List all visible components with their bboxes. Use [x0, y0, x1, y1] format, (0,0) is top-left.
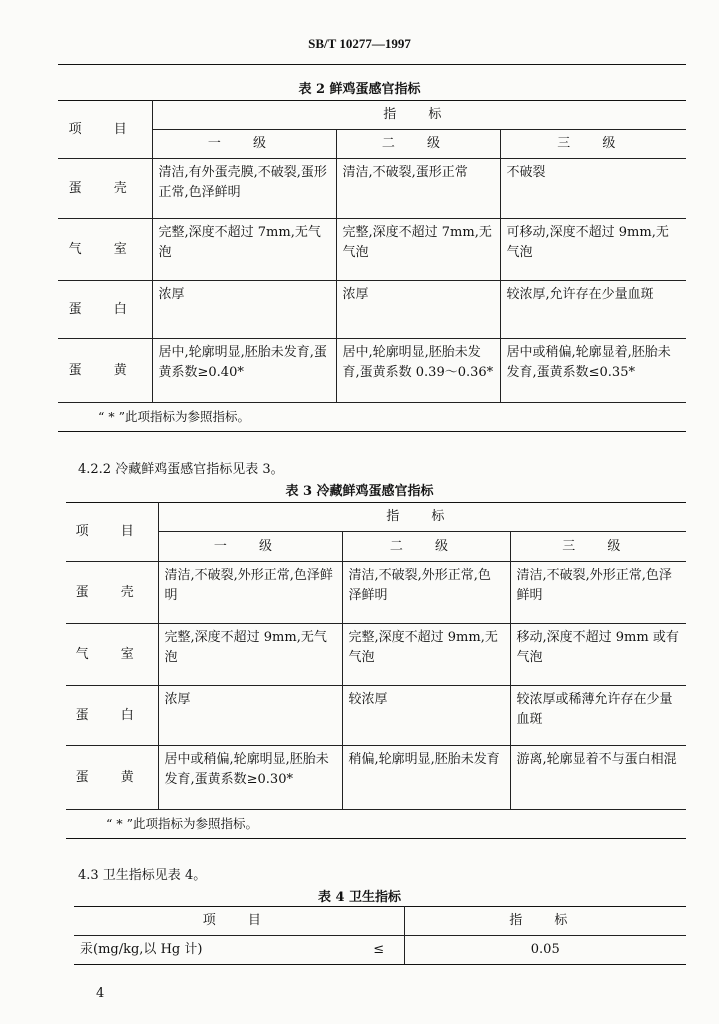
- standard-code-header: SB/T 10277—1997: [308, 36, 411, 51]
- table2-row-item: 蛋 黄: [58, 339, 152, 403]
- table3-row-item: 蛋 白: [66, 686, 158, 746]
- table2-item-header: 项 目: [58, 101, 152, 159]
- table3-item-header: 项 目: [66, 503, 158, 562]
- table3-cell: 清洁,不破裂,外形正常,色泽鲜明: [158, 562, 342, 624]
- table2-cell: 较浓厚,允许存在少量血斑: [500, 281, 686, 339]
- table2-cell: 浓厚: [336, 281, 500, 339]
- table2-cell: 不破裂: [500, 159, 686, 219]
- table3-note: “ * ”此项指标为参照指标。: [66, 810, 686, 839]
- section-4-3: 4.3 卫生指标见表 4。: [78, 868, 207, 883]
- page-number: 4: [96, 986, 105, 1001]
- table3-cell: 游离,轮廓显着不与蛋白相混: [510, 746, 686, 810]
- table3-cell: 较浓厚或稀薄允许存在少量血斑: [510, 686, 686, 746]
- table3-cell: 移动,深度不超过 9mm 或有气泡: [510, 624, 686, 686]
- table2-grade2-header: 二 级: [336, 130, 500, 159]
- table3-index-header: 指 标: [158, 503, 686, 532]
- table3-cell: 居中或稍偏,轮廓明显,胚胎未发育,蛋黄系数≥0.30*: [158, 746, 342, 810]
- table3-cell: 清洁,不破裂,外形正常,色泽鲜明: [510, 562, 686, 624]
- table4-caption: 表 4 卫生指标: [317, 890, 402, 905]
- table2-row-item: 蛋 白: [58, 281, 152, 339]
- table2: [58, 100, 686, 432]
- table3-cell: 较浓厚: [342, 686, 510, 746]
- table2-grade3-header: 三 级: [500, 130, 686, 159]
- table3-row-item: 蛋 壳: [66, 562, 158, 624]
- table2-cell: 浓厚: [152, 281, 336, 339]
- table3-cell: 稍偏,轮廓明显,胚胎未发育: [342, 746, 510, 810]
- table3-cell: 完整,深度不超过 9mm,无气泡: [342, 624, 510, 686]
- table2-cell: 居中,轮廓明显,胚胎未发育,蛋黄系数 0.39～0.36*: [336, 339, 500, 403]
- table2-cell: 居中,轮廓明显,胚胎未发育,蛋黄系数≥0.40*: [152, 339, 336, 403]
- section-4-2-2: 4.2.2 冷藏鲜鸡蛋感官指标见表 3。: [78, 462, 284, 477]
- table3-cell: 浓厚: [158, 686, 342, 746]
- table3-grade3-header: 三 级: [510, 532, 686, 562]
- table2-cell: 可移动,深度不超过 9mm,无气泡: [500, 219, 686, 281]
- table3-grade1-header: 一 级: [158, 532, 342, 562]
- table2-note: “ * ”此项指标为参照指标。: [58, 403, 686, 432]
- table3-row-item: 气 室: [66, 624, 158, 686]
- table4-item-header: 项 目: [74, 907, 404, 936]
- table3-caption: 表 3 冷藏鲜鸡蛋感官指标: [285, 484, 434, 499]
- table2-cell: 清洁,不破裂,蛋形正常: [336, 159, 500, 219]
- table3-cell: 清洁,不破裂,外形正常,色泽鲜明: [342, 562, 510, 624]
- table4-row-operator: ≤: [354, 936, 404, 965]
- table4-row-value: 0.05: [404, 936, 686, 965]
- table3-row-item: 蛋 黄: [66, 746, 158, 810]
- table4-row-item: 汞(mg/kg,以 Hg 计): [74, 936, 354, 965]
- table2-row-item: 气 室: [58, 219, 152, 281]
- table2-cell: 完整,深度不超过 7mm,无气泡: [152, 219, 336, 281]
- table2-cell: 清洁,有外蛋壳膜,不破裂,蛋形正常,色泽鲜明: [152, 159, 336, 219]
- table2-row-item: 蛋 壳: [58, 159, 152, 219]
- table3-grade2-header: 二 级: [342, 532, 510, 562]
- table2-caption: 表 2 鲜鸡蛋感官指标: [298, 82, 421, 97]
- table2-grade1-header: 一 级: [152, 130, 336, 159]
- table2-cell: 完整,深度不超过 7mm,无气泡: [336, 219, 500, 281]
- table2-cell: 居中或稍偏,轮廓显着,胚胎未发育,蛋黄系数≤0.35*: [500, 339, 686, 403]
- table4-index-header: 指 标: [404, 907, 686, 936]
- table3-cell: 完整,深度不超过 9mm,无气泡: [158, 624, 342, 686]
- table2-index-header: 指 标: [152, 101, 686, 130]
- table3: [66, 502, 686, 839]
- table4: [74, 906, 686, 965]
- header-rule: [58, 64, 686, 65]
